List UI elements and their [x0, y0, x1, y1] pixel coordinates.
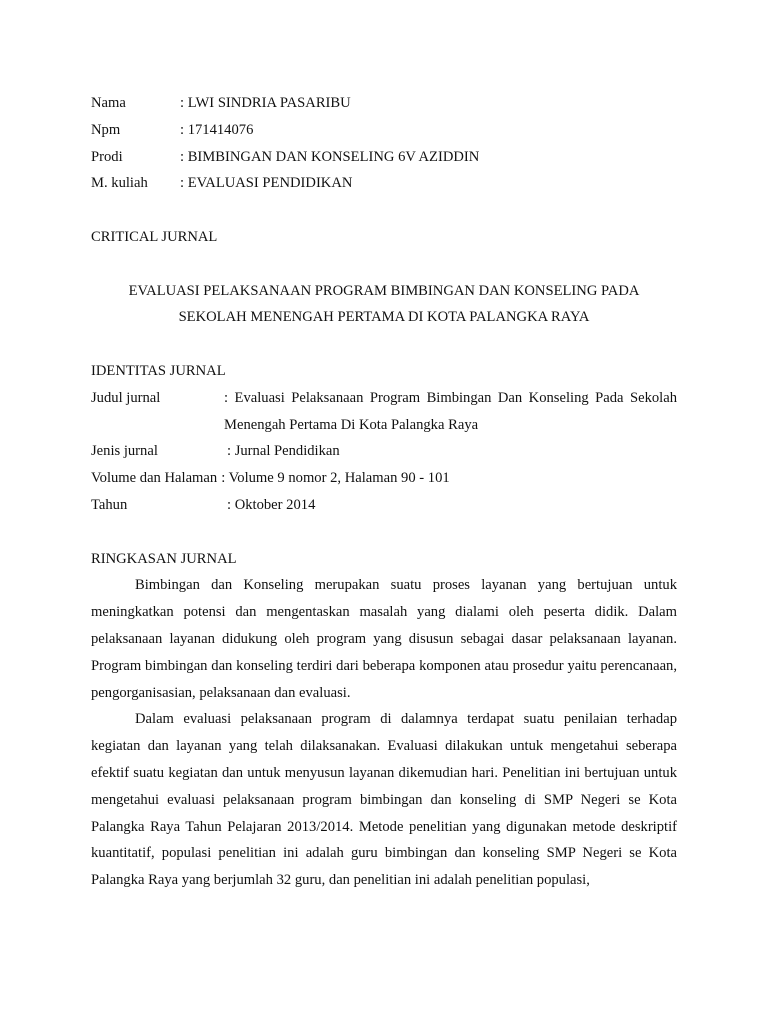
doc-type-heading: CRITICAL JURNAL	[91, 228, 218, 245]
journal-title-label: Judul jurnal	[91, 389, 161, 406]
article-title-line2: SEKOLAH MENENGAH PERTAMA DI KOTA PALANGKA RAYA	[178, 309, 590, 326]
article-title-line1: EVALUASI PELAKSANAAN PROGRAM BIMBINGAN DAN KONSELING PADA	[128, 282, 640, 299]
name-row	[91, 90, 677, 117]
summary-heading: RINGKASAN JURNAL	[91, 550, 237, 567]
prodi-row	[91, 144, 677, 171]
prodi-label: Prodi	[91, 148, 123, 165]
npm-row	[91, 117, 677, 144]
course-value: : EVALUASI PENDIDIKAN	[180, 175, 353, 192]
volume-value: : Volume 9 nomor 2, Halaman 90 - 101	[221, 470, 450, 487]
journal-type-row	[91, 438, 677, 465]
summary-paragraph-1: Bimbingan dan Konseling merupakan suatu proses layanan yang bertujuan untuk meningkatkan potensi dan mengentaskan masalah yang dialami oleh peserta didik. Dalam pelaksanaan layanan didukung oleh program yang disusun sebagai dasar pelaksanaan layanan. Program bimbingan dan konseling terdiri dari beberapa komponen atau prosedur yaitu perencanaan, pengorganisasian, pelaksanaan dan evaluasi.	[91, 577, 677, 701]
year-value: : Oktober 2014	[227, 496, 316, 513]
course-label: M. kuliah	[91, 175, 148, 192]
npm-label: Npm	[91, 121, 121, 138]
name-label: Nama	[91, 95, 126, 111]
npm-value: : 171414076	[180, 121, 254, 138]
prodi-value: : BIMBINGAN DAN KONSELING 6V AZIDDIN	[180, 148, 480, 165]
name-value: : LWI SINDRIA PASARIBU	[180, 95, 351, 111]
course-row	[91, 170, 677, 197]
journal-title-row	[91, 385, 677, 439]
year-label: Tahun	[91, 496, 128, 513]
identity-heading: IDENTITAS JURNAL	[91, 362, 226, 379]
document-content	[91, 90, 677, 894]
journal-type-label: Jenis jurnal	[91, 443, 158, 460]
journal-type-value: : Jurnal Pendidikan	[227, 443, 340, 460]
year-row	[91, 492, 677, 519]
journal-title-value: : Evaluasi Pelaksanaan Program Bimbingan Dan Konseling Pada Sekolah Menengah Pertama Di Kota Palangka Raya	[224, 389, 677, 433]
volume-row	[91, 465, 677, 492]
volume-label: Volume dan Halaman	[91, 470, 218, 487]
summary-paragraph-2: Dalam evaluasi pelaksanaan program di dalamnya terdapat suatu penilaian terhadap kegiatan dan layanan yang telah dilaksanakan. Evaluasi dilakukan untuk mengetahui seberapa efektif suatu kegiatan dan untuk menyusun layanan dikemudian hari. Penelitian ini bertujuan untuk mengetahui evaluasi pelaksanaan program bimbingan dan konseling di SMP Negeri se Kota Palangka Raya Tahun Pelajaran 2013/2014. Metode penelitian yang digunakan metode deskriptif kuantitatif, populasi penelitian ini adalah guru bimbingan dan konseling SMP Negeri se Kota Palangka Raya yang berjumlah 32 guru, dan penelitian ini adalah penelitian populasi,	[91, 711, 677, 889]
